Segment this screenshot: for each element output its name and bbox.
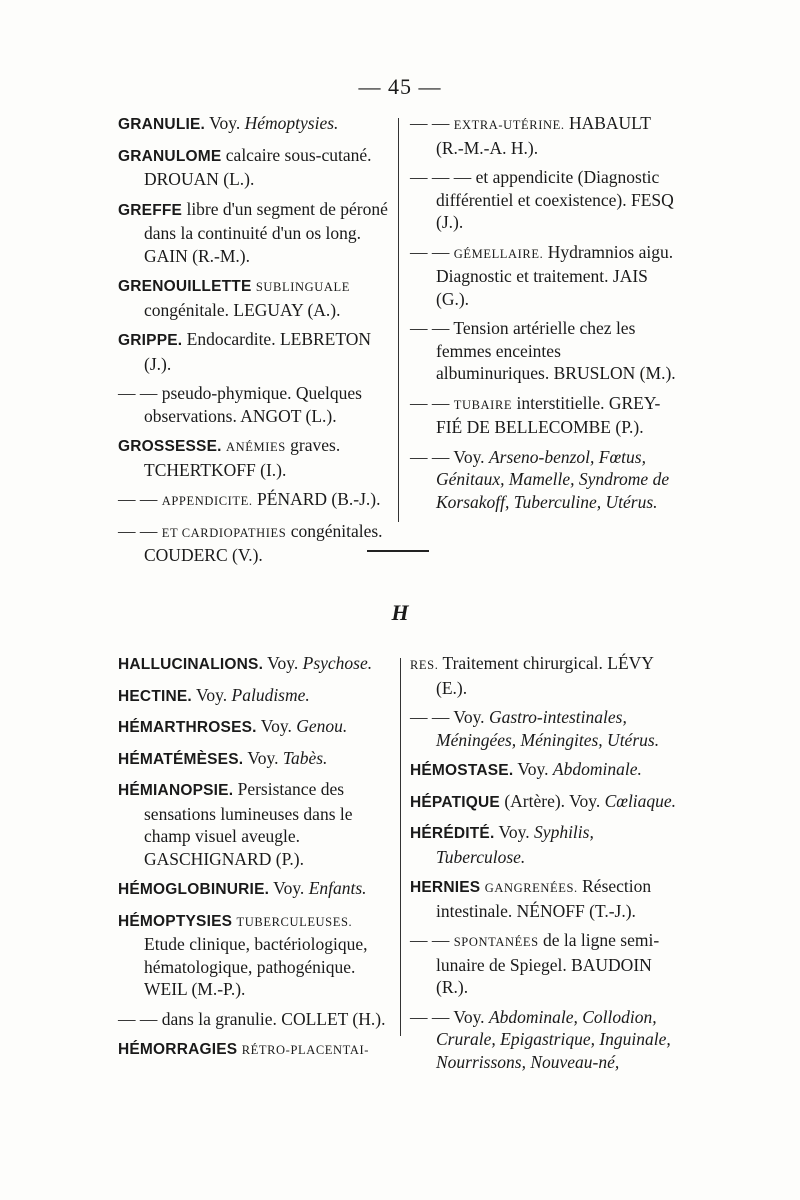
index-entry bbox=[118, 715, 393, 740]
column-divider bbox=[398, 118, 399, 522]
entry-keyword: GRANULIE. bbox=[118, 116, 206, 133]
entry-text: RÉTRO-PLACENTAI- bbox=[241, 1043, 370, 1057]
entry-text: — — dans la granulie. COLLET (H.). bbox=[118, 1008, 386, 1029]
entry-text: — — — et appendicite (Diagnostic différentiel et coexistence). FESQ (J.). bbox=[410, 167, 674, 232]
entry-text: — — bbox=[118, 489, 162, 509]
entry-text: — — bbox=[410, 113, 454, 133]
entry-text: TUBERCULEUSES. bbox=[236, 914, 353, 929]
entry-text: Enfants. bbox=[308, 878, 367, 898]
index-entry bbox=[410, 652, 682, 699]
entry-text: TUBAIRE bbox=[453, 397, 513, 412]
entry-text: RES. bbox=[410, 658, 439, 672]
entry-keyword: HERNIES bbox=[410, 879, 481, 896]
entry-text: ET CARDIOPATHIES bbox=[161, 525, 287, 540]
column-divider bbox=[400, 658, 401, 1036]
entry-text: HABAULT (R.-M.-A. H.). bbox=[436, 113, 651, 158]
entry-text: ANÉMIES bbox=[226, 440, 286, 454]
entry-keyword: HÉMOPTYSIES bbox=[118, 912, 233, 930]
index-entry bbox=[118, 877, 393, 902]
index-column-g-right bbox=[410, 112, 678, 520]
entry-text: Voy. bbox=[263, 653, 303, 673]
index-entry bbox=[410, 317, 678, 385]
index-entry bbox=[118, 382, 390, 427]
index-entry bbox=[118, 328, 390, 375]
index-entry bbox=[118, 434, 390, 481]
entry-keyword: GROSSESSE. bbox=[118, 438, 222, 455]
entry-text: — — Tension artérielle chez les femmes enceintes albuminuriques. BRUSLON (M.). bbox=[410, 318, 676, 383]
entry-text: — — Voy. bbox=[410, 446, 489, 467]
entry-keyword: GREFFE bbox=[118, 201, 183, 219]
entry-text: Gastro-intestinales, Méningées, Méningites, Utérus. bbox=[436, 707, 660, 750]
section-separator bbox=[367, 550, 429, 552]
entry-text: interstitielle. GREY-FIÉ DE BELLECOMBE (P.). bbox=[436, 392, 661, 437]
entry-keyword: HÉMOSTASE. bbox=[410, 762, 514, 779]
entry-text: Abdominale. bbox=[552, 759, 642, 779]
entry-text: Hémoptysies. bbox=[244, 113, 339, 133]
index-entry bbox=[410, 241, 678, 311]
entry-text: — — bbox=[410, 241, 454, 262]
index-entry bbox=[118, 1037, 393, 1062]
entry-keyword: HECTINE. bbox=[118, 687, 192, 705]
entry-text: — — pseudo-phymique. Quelques observations. ANGOT (L.). bbox=[118, 383, 362, 426]
entry-keyword: HÉRÉDITÉ. bbox=[410, 825, 495, 842]
entry-text: Hydramnios aigu. Diagnostic et traitement. JAIS (G.). bbox=[436, 241, 674, 309]
entry-text: Voy. bbox=[205, 113, 245, 133]
entry-text: (Artère). Voy. bbox=[499, 790, 605, 811]
entry-text: Abdominale, Collodion, Crurale, Epigastrique, Inguinale, Nourrissons, Nouveau-né, bbox=[436, 1006, 671, 1072]
entry-text: Genou. bbox=[296, 716, 348, 736]
entry-text: Syphilis, Tuberculose. bbox=[436, 822, 594, 867]
entry-text: — — bbox=[410, 930, 454, 950]
entry-text: — — Voy. bbox=[410, 1006, 489, 1027]
index-entry bbox=[118, 274, 390, 321]
entry-text: calcaire sous-cutané. DROUAN (L.). bbox=[144, 144, 372, 189]
entry-text: SUBLINGUALE bbox=[255, 280, 350, 294]
index-entry bbox=[410, 821, 682, 868]
index-column-h-left bbox=[118, 652, 393, 1069]
entry-text: Arseno-benzol, Fœtus, Génitaux, Mamelle, Syndrome de Korsakoff, Tuberculine, Utérus. bbox=[436, 446, 670, 512]
index-entry bbox=[410, 706, 682, 751]
section-heading: H bbox=[391, 600, 409, 625]
entry-keyword: HÉMIANOPSIE. bbox=[118, 782, 234, 799]
index-entry bbox=[118, 909, 393, 1001]
index-entry bbox=[118, 112, 390, 137]
entry-text: GANGRENÉES. bbox=[484, 881, 578, 895]
entry-text: — — Voy. bbox=[410, 707, 489, 727]
entry-keyword: HÉMATÉMÈSES. bbox=[118, 750, 244, 768]
entry-text: — — bbox=[118, 520, 162, 541]
entry-text: Cœliaque. bbox=[604, 790, 677, 811]
entry-text: Persistance des sensations lumineuses dans le champ visuel aveugle. GASCHIGNARD (P.). bbox=[144, 779, 353, 869]
entry-text: graves. TCHERTKOFF (I.). bbox=[144, 435, 341, 480]
index-entry bbox=[118, 684, 393, 709]
index-entry bbox=[410, 446, 678, 514]
entry-keyword: GRANULOME bbox=[118, 147, 222, 165]
entry-keyword: HÉMORRAGIES bbox=[118, 1041, 238, 1058]
entry-text: EXTRA-UTÉRINE. bbox=[453, 118, 565, 132]
entry-text: Résection intestinale. NÉNOFF (T.-J.). bbox=[436, 876, 652, 921]
entry-text: — — bbox=[410, 392, 454, 413]
index-entry bbox=[410, 758, 682, 783]
entry-text: congénitales. COUDERC (V.). bbox=[144, 520, 383, 565]
entry-keyword: GRENOUILLETTE bbox=[118, 278, 252, 295]
index-entry bbox=[410, 1006, 682, 1074]
index-entry bbox=[410, 875, 682, 922]
entry-text: libre d'un segment de péroné dans la continuité d'un os long. GAIN (R.-M.). bbox=[144, 198, 388, 266]
entry-text: Voy. bbox=[191, 684, 232, 705]
index-entry bbox=[410, 392, 678, 439]
entry-keyword: GRIPPE. bbox=[118, 332, 183, 349]
index-entry bbox=[118, 144, 390, 191]
entry-text: Endocardite. LEBRETON (J.). bbox=[144, 329, 372, 374]
index-entry bbox=[118, 488, 390, 513]
index-entry bbox=[118, 747, 393, 772]
entry-text: Voy. bbox=[243, 747, 283, 768]
index-entry bbox=[118, 520, 390, 567]
index-entry bbox=[118, 652, 393, 677]
entry-text: Tabès. bbox=[282, 747, 328, 768]
entry-text: de la ligne semi-lunaire de Spiegel. BAUDOIN (R.). bbox=[436, 930, 660, 997]
index-entry bbox=[118, 198, 390, 268]
entry-keyword: HÉPATIQUE bbox=[410, 793, 500, 811]
entry-text: SPONTANÉES bbox=[453, 935, 539, 949]
entry-text: Voy. bbox=[256, 716, 297, 736]
entry-text: congénitale. LEGUAY (A.). bbox=[144, 299, 341, 320]
index-entry bbox=[118, 1008, 393, 1031]
entry-text: Voy. bbox=[513, 759, 553, 779]
entry-text: GÉMELLAIRE. bbox=[453, 246, 544, 261]
entry-keyword: HALLUCINALIONS. bbox=[118, 656, 264, 673]
index-entry bbox=[410, 790, 682, 815]
entry-text: Voy. bbox=[494, 822, 535, 842]
entry-text: Paludisme. bbox=[231, 684, 310, 705]
index-entry bbox=[410, 166, 678, 234]
entry-text: Etude clinique, bactériologique, hématologique, pathogénique. WEIL (M.-P.). bbox=[144, 934, 368, 999]
entry-text: Psychose. bbox=[302, 653, 373, 673]
entry-text: Voy. bbox=[269, 878, 309, 898]
index-entry bbox=[410, 112, 678, 159]
index-entry bbox=[118, 778, 393, 870]
entry-text: Traitement chirurgical. LÉVY (E.). bbox=[436, 653, 654, 698]
index-column-h-right bbox=[410, 652, 682, 1080]
index-entry bbox=[410, 929, 682, 999]
entry-text: APPENDICITE. bbox=[161, 494, 253, 508]
index-column-g-left bbox=[118, 112, 390, 574]
entry-keyword: HÉMOGLOBINURIE. bbox=[118, 881, 270, 898]
page-number: — 45 — bbox=[358, 74, 442, 99]
entry-keyword: HÉMARTHROSES. bbox=[118, 719, 257, 736]
entry-text: PÉNARD (B.-J.). bbox=[252, 489, 381, 509]
